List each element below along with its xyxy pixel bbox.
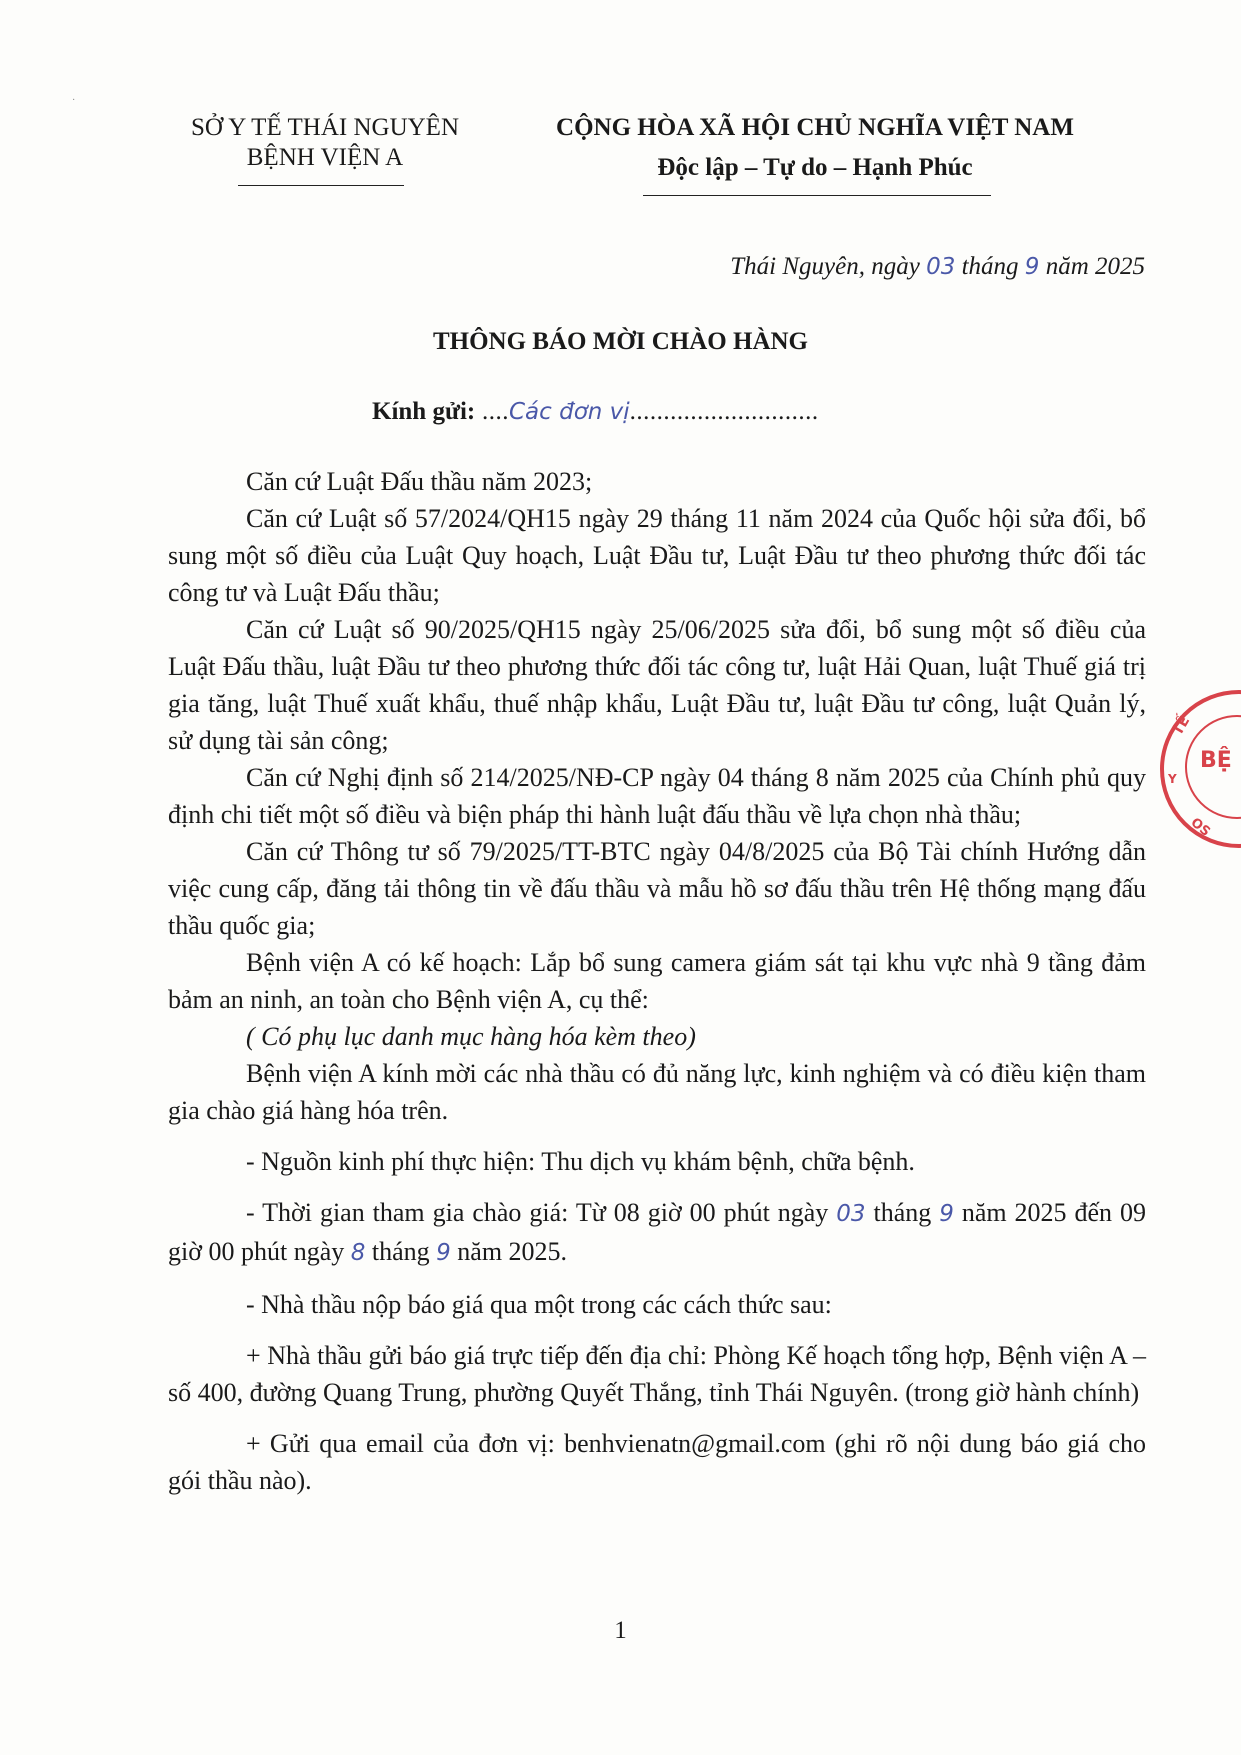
paragraph-plan: Bệnh viện A có kế hoạch: Lắp bổ sung camera giám sát tại khu vực nhà 9 tầng đảm bảm an ninh, an toàn cho Bệnh viện A, cụ thể:	[168, 948, 1146, 1014]
seal-text-bottom: OS	[1187, 815, 1213, 840]
greeting-dots-before: ....	[475, 398, 509, 425]
paragraph-basis-5: Căn cứ Thông tư số 79/2025/TT-BTC ngày 04/8/2025 của Bộ Tài chính Hướng dẫn việc cung cấp, đăng tải thông tin về đấu thầu và mẫu hồ sơ đấu thầu trên Hệ thống mạng đấu thầu quốc gia;	[168, 837, 1146, 940]
time-end-day: 8	[350, 1240, 366, 1266]
time-text-3: năm 2025 đến 09 giờ 00 phút ngày	[168, 1198, 1146, 1266]
greeting-recipient: Các đơn vị	[508, 399, 630, 425]
paragraph-basis-2: Căn cứ Luật số 57/2024/QH15 ngày 29 tháng 11 năm 2024 của Quốc hội sửa đổi, bổ sung một số điều của Luật Quy hoạch, Luật Đầu tư, Luật Đầu tư theo phương thức đối tác công tư và Luật Đấu thầu;	[168, 504, 1146, 607]
paragraph-submission-methods: - Nhà thầu nộp báo giá qua một trong các cách thức sau:	[246, 1290, 832, 1319]
paragraph-basis-4: Căn cứ Nghị định số 214/2025/NĐ-CP ngày 04 tháng 8 năm 2025 của Chính phủ quy định chi tiết một số điều và biện pháp thi hành luật đấu thầu về lựa chọn nhà thầu;	[168, 763, 1146, 829]
document-body	[168, 463, 1146, 1499]
motto-underline	[643, 195, 991, 196]
page-number: 1	[614, 1617, 627, 1644]
date-month-label: tháng	[955, 253, 1025, 280]
greeting-label: Kính gửi:	[372, 398, 476, 425]
nation-line1: CỘNG HÒA XÃ HỘI CHỦ NGHĨA VIỆT NAM	[556, 114, 1074, 141]
nation-line2: Độc lập – Tự do – Hạnh Phúc	[657, 154, 973, 181]
time-text-4: tháng	[365, 1237, 437, 1266]
date-day: 03	[926, 254, 956, 280]
paragraph-basis-3: Căn cứ Luật số 90/2025/QH15 ngày 25/06/2025 sửa đổi, bổ sung một số điều của Luật Đấu thầu, luật Đầu tư theo phương thức đối tác công tư, luật Hải Quan, luật Thuế giá trị gia tăng, luật Thuế xuất khẩu, thuế nhập khẩu, Luật Đầu tư, luật Đầu tư công, luật Quản lý, sử dụng tài sản công;	[168, 615, 1146, 755]
paragraph-time	[168, 1194, 1146, 1272]
time-text-1: - Thời gian tham gia chào giá: Từ 08 giờ 00 phút ngày	[246, 1198, 837, 1227]
greeting	[372, 398, 819, 426]
date-month: 9	[1024, 254, 1040, 280]
paragraph-appendix-note: ( Có phụ lục danh mục hàng hóa kèm theo)	[246, 1022, 696, 1051]
time-start-month: 9	[939, 1201, 954, 1227]
date-prefix: Thái Nguyên, ngày	[730, 253, 927, 280]
time-end-month: 9	[436, 1240, 451, 1266]
seal-text-side: Y	[1168, 772, 1177, 786]
greeting-dots-after: ............................	[629, 398, 819, 425]
paragraph-submission-email: + Gửi qua email của đơn vị: benhvienatn@gmail.com (ghi rõ nội dung báo giá cho gói thầu nào).	[168, 1429, 1146, 1495]
paragraph-basis-1: Căn cứ Luật Đấu thầu năm 2023;	[246, 467, 593, 496]
paragraph-funding: - Nguồn kinh phí thực hiện: Thu dịch vụ khám bệnh, chữa bệnh.	[246, 1147, 915, 1176]
org-line2: BỆNH VIỆN A	[246, 144, 404, 171]
date-year: năm 2025	[1039, 253, 1145, 280]
paragraph-invitation: Bệnh viện A kính mời các nhà thầu có đủ năng lực, kinh nghiệm và có điều kiện tham gia chào giá hàng hóa trên.	[168, 1059, 1146, 1125]
document-title: THÔNG BÁO MỜI CHÀO HÀNG	[432, 328, 808, 355]
time-text-5: năm 2025.	[450, 1237, 568, 1266]
paragraph-submission-direct: + Nhà thầu gửi báo giá trực tiếp đến địa chỉ: Phòng Kế hoạch tổng hợp, Bệnh viện A – số 400, đường Quang Trung, phường Quyết Thắng, tỉnh Thái Nguyên. (trong giờ hành chính)	[168, 1341, 1146, 1407]
time-text-2: tháng	[865, 1198, 940, 1227]
scan-speck: ·	[72, 95, 76, 106]
seal-text-top: TẾ	[1169, 713, 1194, 739]
document-date	[600, 253, 1145, 281]
org-line1: SỞ Y TẾ THÁI NGUYÊN	[190, 114, 460, 141]
time-start-day: 03	[836, 1201, 866, 1227]
org-underline	[238, 185, 404, 186]
seal-text-mid: BỆ	[1200, 748, 1232, 773]
